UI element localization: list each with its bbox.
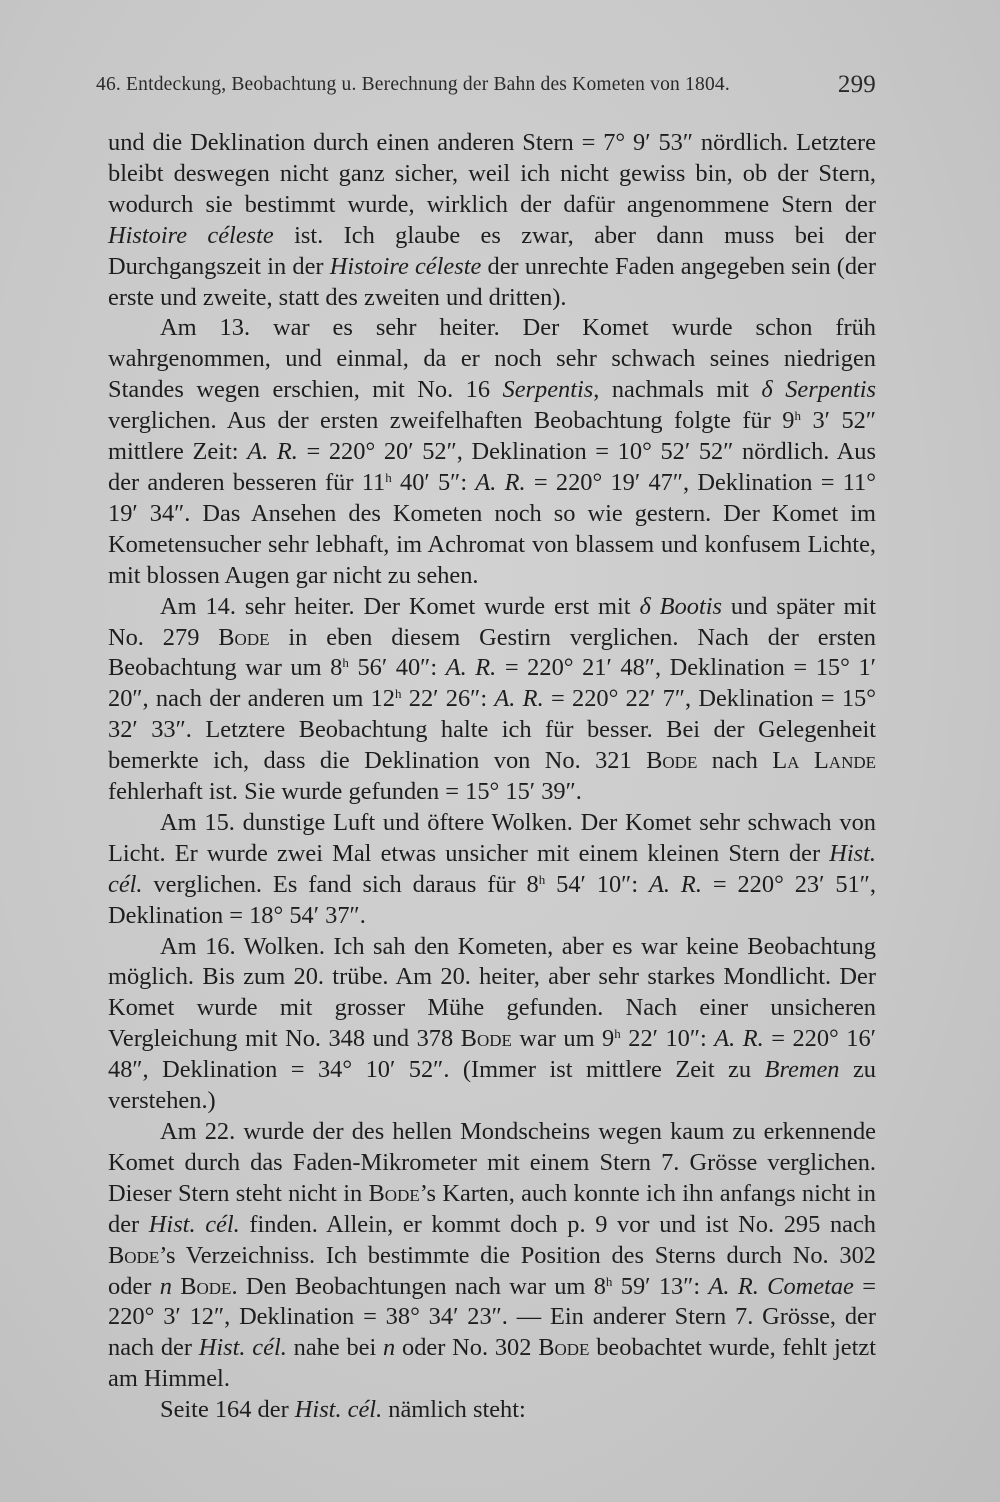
paragraph: Am 22. wurde der des hellen Mondscheins wegen kaum zu erkennende Komet durch das Faden-Mikrometer mit einem Stern 7. Grösse verglichen. Dieser Stern steht nicht in Bode’s Karten, auch konnte ich ihn anfangs nicht in der Hist. cél. finden. Allein, er kommt doch p. 9 vor und ist No. 295 nach Bode’s Verzeichniss. Ich bestimmte die Position des Sterns durch No. 302 oder n Bode. Den Beobachtungen nach war um 8$^h$ 59′ 13″: A. R. Cometae = 220° 3′ 12″, Deklination = 38° 34′ 23″. — Ein anderer Stern 7. Grösse, der nach der Hist. cél. nahe bei n oder No. 302 Bode beobachtet wurde, fehlt jetzt am Himmel. <box>108 1118 876 1393</box>
page-number: 299 <box>837 71 876 98</box>
running-title: 46. Entdeckung, Beobachtung u. Berechnung der Bahn des Kometen von 1804. <box>96 74 730 95</box>
paragraph: Am 16. Wolken. Ich sah den Kometen, aber es war keine Beobachtung möglich. Bis zum 20. trübe. Am 20. heiter, aber sehr starkes Mondlicht. Der Komet wurde mit grosser Mühe gefunden. Nach einer unsicheren Vergleichung mit No. 348 und 378 Bode war um 9$^h$ 22′ 10″: A. R. = 220° 16′ 48″, Deklination = 34° 10′ 52″. (Immer ist mittlere Zeit zu Bremen zu verstehen.) <box>108 932 877 1115</box>
paragraph: Am 13. war es sehr heiter. Der Komet wurde schon früh wahrgenommen, und einmal, da er noch sehr schwach seines niedrigen Standes wegen erschien, mit No. 16 Serpentis, nachmals mit δ Serpentis verglichen. Aus der ersten zweifelhaften Beobachtung folgte für 9$^h$ 3′ 52″ mittlere Zeit: A. R. = 220° 20′ 52″, Deklination = 10° 52′ 52″ nördlich. Aus der anderen besseren für 11$^h$ 40′ 5″: A. R. = 220° 19′ 47″, Deklination = 11° 19′ 34″. Das Ansehen des Kometen noch so wie gestern. Der Komet im Kometensucher sehr lebhaft, im Achromat von blassem und konfusem Lichte, mit blossen Augen gar nicht zu sehen. <box>108 314 877 589</box>
running-header <box>96 71 876 98</box>
body-text <box>108 128 876 1426</box>
paragraph: Am 14. sehr heiter. Der Komet wurde erst mit δ Bootis und später mit No. 279 Bode in eben diesem Gestirn verglichen. Nach der ersten Beobachtung war um 8$^h$ 56′ 40″: A. R. = 220° 21′ 48″, Deklination = 15° 1′ 20″, nach der anderen um 12$^h$ 22′ 26″: A. R. = 220° 22′ 7″, Deklination = 15° 32′ 33″. Letztere Beobachtung halte ich für besser. Bei der Gelegenheit bemerkte ich, dass die Deklination von No. 321 Bode nach La Lande fehlerhaft ist. Sie wurde gefunden = 15° 15′ 39″. <box>108 592 877 806</box>
paragraph: und die Deklination durch einen anderen Stern = 7° 9′ 53″ nördlich. Letztere bleibt deswegen nicht ganz sicher, weil ich nicht gewiss bin, ob der Stern, wodurch sie bestimmt wurde, wirklich der dafür angenommene Stern der Histoire céleste ist. Ich glaube es zwar, aber dann muss bei der Durchgangszeit in der Histoire céleste der unrechte Faden angegeben sein (der erste und zweite, statt des zweiten und dritten). <box>108 129 876 311</box>
paragraph: Seite 164 der Hist. cél. nämlich steht: <box>160 1396 526 1424</box>
paragraph: Am 15. dunstige Luft und öftere Wolken. Der Komet sehr schwach von Licht. Er wurde zwei Mal etwas unsicher mit einem kleinen Stern der Hist. cél. verglichen. Es fand sich daraus für 8$^h$ 54′ 10″: A. R. = 220° 23′ 51″, Deklination = 18° 54′ 37″. <box>108 808 876 929</box>
